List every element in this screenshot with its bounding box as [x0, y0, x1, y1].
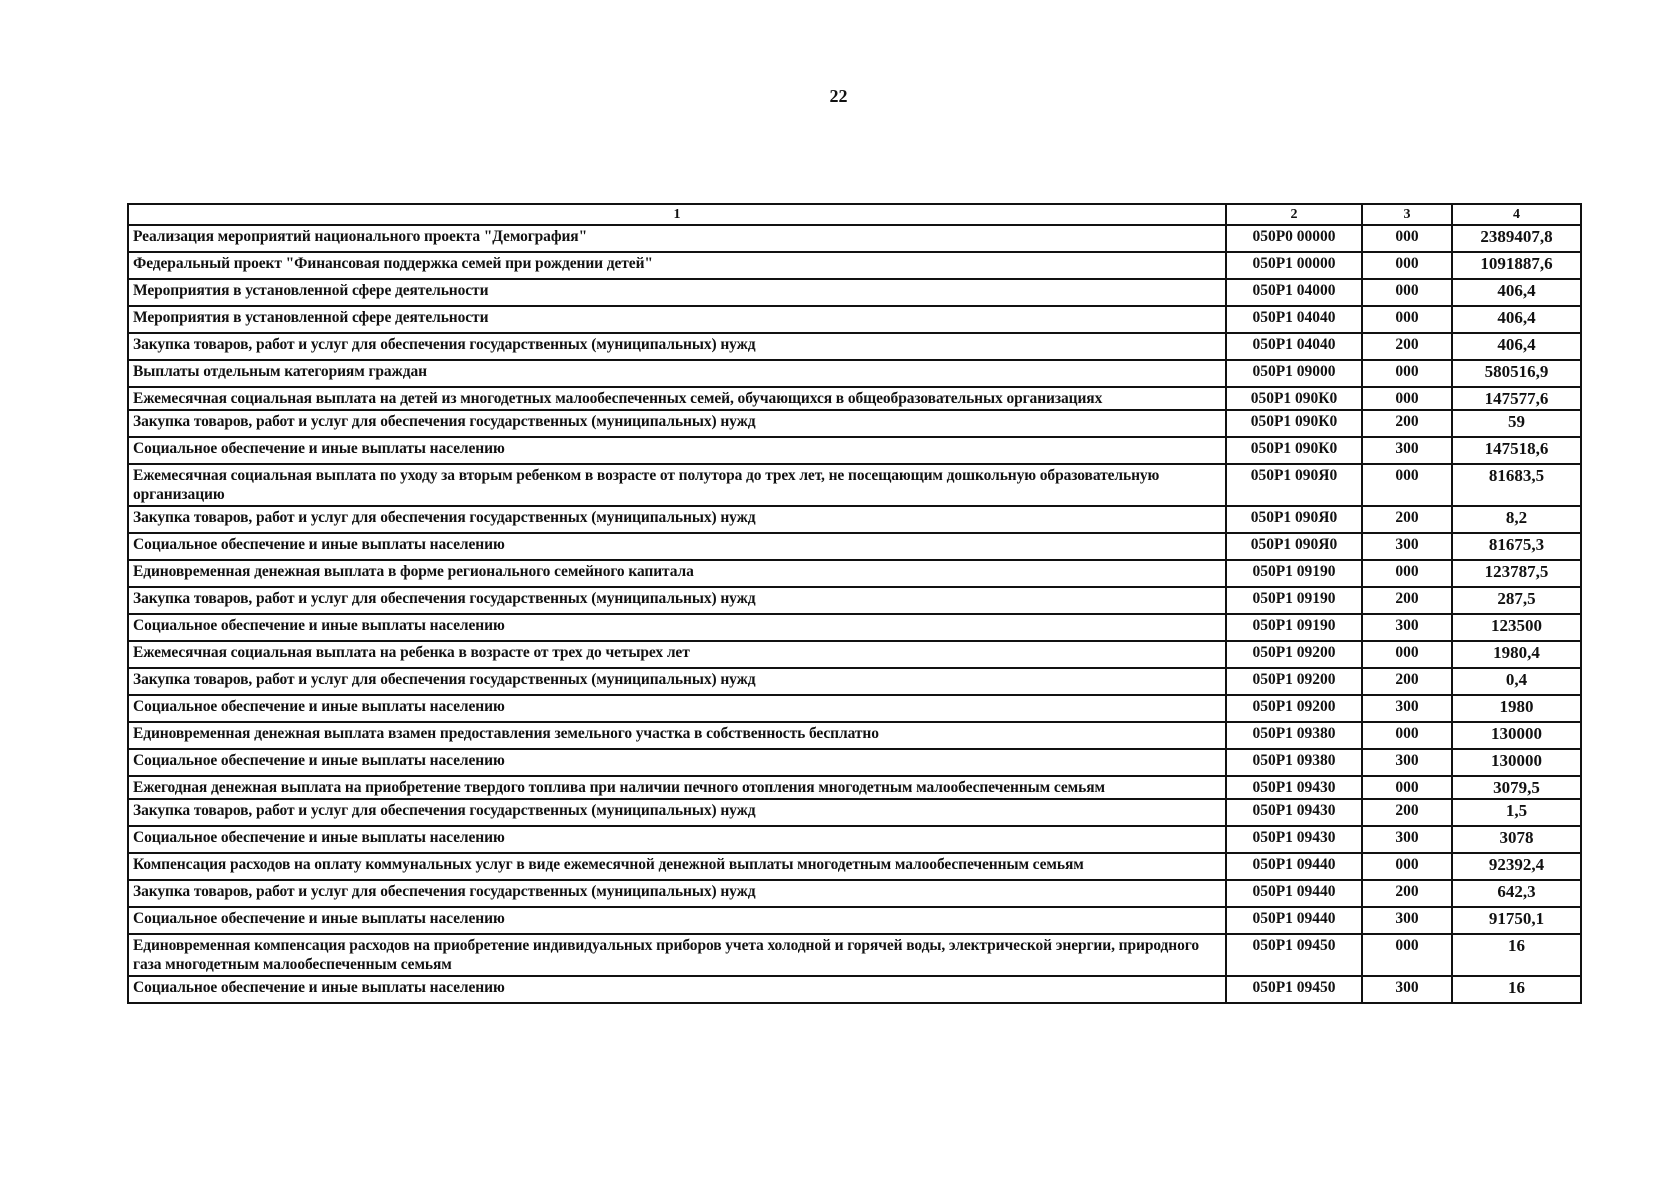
- table-row: [128, 880, 1581, 907]
- table-row: [128, 722, 1581, 749]
- table-row: [128, 506, 1581, 533]
- cell-expense-type: 000: [1362, 560, 1452, 587]
- cell-target-code: 050Р1 090Я0: [1226, 506, 1362, 533]
- cell-expense-type: 000: [1362, 934, 1452, 976]
- cell-name: Закупка товаров, работ и услуг для обеспечения государственных (муниципальных) нужд: [128, 587, 1226, 614]
- table-body: [128, 225, 1581, 1003]
- table-row: [128, 907, 1581, 934]
- cell-amount: 406,4: [1452, 306, 1581, 333]
- cell-name: Социальное обеспечение и иные выплаты населению: [128, 437, 1226, 464]
- cell-expense-type: 300: [1362, 533, 1452, 560]
- cell-name: Закупка товаров, работ и услуг для обеспечения государственных (муниципальных) нужд: [128, 668, 1226, 695]
- cell-name: Закупка товаров, работ и услуг для обеспечения государственных (муниципальных) нужд: [128, 333, 1226, 360]
- cell-target-code: 050Р1 09430: [1226, 799, 1362, 826]
- table-row: [128, 668, 1581, 695]
- cell-target-code: 050Р1 04000: [1226, 279, 1362, 306]
- cell-amount: 81683,5: [1452, 464, 1581, 506]
- column-header-amount: 4: [1452, 204, 1581, 225]
- cell-name: Закупка товаров, работ и услуг для обеспечения государственных (муниципальных) нужд: [128, 506, 1226, 533]
- cell-expense-type: 000: [1362, 225, 1452, 252]
- cell-name: Социальное обеспечение и иные выплаты населению: [128, 826, 1226, 853]
- cell-amount: 59: [1452, 410, 1581, 437]
- cell-target-code: 050Р1 09200: [1226, 668, 1362, 695]
- cell-amount: 1980,4: [1452, 641, 1581, 668]
- cell-name: Реализация мероприятий национального проекта "Демография": [128, 225, 1226, 252]
- table-row: [128, 464, 1581, 506]
- cell-name: Социальное обеспечение и иные выплаты населению: [128, 749, 1226, 776]
- table-row: [128, 749, 1581, 776]
- cell-target-code: 050Р1 09190: [1226, 587, 1362, 614]
- cell-amount: 287,5: [1452, 587, 1581, 614]
- cell-amount: 130000: [1452, 749, 1581, 776]
- cell-expense-type: 000: [1362, 641, 1452, 668]
- cell-name: Ежегодная денежная выплата на приобретение твердого топлива при наличии печного отопления многодетным малообеспеченным семьям: [128, 776, 1226, 799]
- table-row: [128, 279, 1581, 306]
- cell-amount: 3078: [1452, 826, 1581, 853]
- cell-target-code: 050Р1 09440: [1226, 907, 1362, 934]
- cell-target-code: 050Р1 09190: [1226, 560, 1362, 587]
- cell-expense-type: 000: [1362, 464, 1452, 506]
- cell-amount: 147518,6: [1452, 437, 1581, 464]
- table-header-row: [128, 204, 1581, 225]
- cell-expense-type: 300: [1362, 976, 1452, 1003]
- cell-amount: 642,3: [1452, 880, 1581, 907]
- cell-target-code: 050Р1 09190: [1226, 614, 1362, 641]
- column-header-code: 2: [1226, 204, 1362, 225]
- cell-target-code: 050Р1 09380: [1226, 722, 1362, 749]
- cell-target-code: 050Р1 09440: [1226, 853, 1362, 880]
- cell-name: Социальное обеспечение и иные выплаты населению: [128, 695, 1226, 722]
- cell-target-code: 050Р0 00000: [1226, 225, 1362, 252]
- cell-target-code: 050Р1 00000: [1226, 252, 1362, 279]
- cell-target-code: 050Р1 09430: [1226, 826, 1362, 853]
- cell-name: Единовременная денежная выплата взамен предоставления земельного участка в собственность бесплатно: [128, 722, 1226, 749]
- table-row: [128, 387, 1581, 410]
- cell-amount: 91750,1: [1452, 907, 1581, 934]
- cell-name: Социальное обеспечение и иные выплаты населению: [128, 533, 1226, 560]
- cell-amount: 92392,4: [1452, 853, 1581, 880]
- cell-name: Федеральный проект "Финансовая поддержка семей при рождении детей": [128, 252, 1226, 279]
- cell-amount: 406,4: [1452, 279, 1581, 306]
- cell-name: Ежемесячная социальная выплата на детей из многодетных малообеспеченных семей, обучающихся в общеобразовательных организациях: [128, 387, 1226, 410]
- cell-amount: 580516,9: [1452, 360, 1581, 387]
- cell-target-code: 050Р1 09450: [1226, 976, 1362, 1003]
- cell-amount: 3079,5: [1452, 776, 1581, 799]
- table-row: [128, 976, 1581, 1003]
- cell-amount: 16: [1452, 976, 1581, 1003]
- cell-expense-type: 200: [1362, 587, 1452, 614]
- cell-amount: 406,4: [1452, 333, 1581, 360]
- cell-expense-type: 300: [1362, 437, 1452, 464]
- cell-name: Закупка товаров, работ и услуг для обеспечения государственных (муниципальных) нужд: [128, 880, 1226, 907]
- table-row: [128, 437, 1581, 464]
- cell-target-code: 050Р1 09450: [1226, 934, 1362, 976]
- cell-expense-type: 300: [1362, 826, 1452, 853]
- cell-amount: 130000: [1452, 722, 1581, 749]
- table-row: [128, 560, 1581, 587]
- table-row: [128, 776, 1581, 799]
- cell-target-code: 050Р1 090К0: [1226, 410, 1362, 437]
- table-row: [128, 695, 1581, 722]
- cell-amount: 81675,3: [1452, 533, 1581, 560]
- cell-name: Единовременная денежная выплата в форме регионального семейного капитала: [128, 560, 1226, 587]
- table-row: [128, 306, 1581, 333]
- cell-target-code: 050Р1 09000: [1226, 360, 1362, 387]
- table-row: [128, 641, 1581, 668]
- cell-name: Компенсация расходов на оплату коммунальных услуг в виде ежемесячной денежной выплаты многодетным малообеспеченным семьям: [128, 853, 1226, 880]
- cell-expense-type: 300: [1362, 749, 1452, 776]
- cell-target-code: 050Р1 09440: [1226, 880, 1362, 907]
- table-row: [128, 587, 1581, 614]
- table-row: [128, 333, 1581, 360]
- cell-expense-type: 200: [1362, 410, 1452, 437]
- cell-target-code: 050Р1 09430: [1226, 776, 1362, 799]
- cell-expense-type: 000: [1362, 279, 1452, 306]
- cell-expense-type: 300: [1362, 695, 1452, 722]
- table-row: [128, 934, 1581, 976]
- cell-name: Выплаты отдельным категориям граждан: [128, 360, 1226, 387]
- table-row: [128, 225, 1581, 252]
- cell-expense-type: 000: [1362, 306, 1452, 333]
- cell-target-code: 050Р1 090К0: [1226, 437, 1362, 464]
- cell-name: Социальное обеспечение и иные выплаты населению: [128, 614, 1226, 641]
- cell-expense-type: 000: [1362, 853, 1452, 880]
- cell-expense-type: 000: [1362, 722, 1452, 749]
- cell-name: Ежемесячная социальная выплата по уходу за вторым ребенком в возрасте от полутора до трех лет, не посещающим дошкольную образовательную организацию: [128, 464, 1226, 506]
- cell-name: Мероприятия в установленной сфере деятельности: [128, 306, 1226, 333]
- cell-target-code: 050Р1 04040: [1226, 306, 1362, 333]
- cell-target-code: 050Р1 09200: [1226, 641, 1362, 668]
- cell-amount: 0,4: [1452, 668, 1581, 695]
- cell-amount: 1,5: [1452, 799, 1581, 826]
- cell-name: Закупка товаров, работ и услуг для обеспечения государственных (муниципальных) нужд: [128, 799, 1226, 826]
- table-row: [128, 410, 1581, 437]
- cell-amount: 16: [1452, 934, 1581, 976]
- cell-expense-type: 200: [1362, 799, 1452, 826]
- cell-amount: 123500: [1452, 614, 1581, 641]
- cell-target-code: 050Р1 09200: [1226, 695, 1362, 722]
- column-header-type: 3: [1362, 204, 1452, 225]
- cell-target-code: 050Р1 090К0: [1226, 387, 1362, 410]
- cell-amount: 8,2: [1452, 506, 1581, 533]
- cell-expense-type: 200: [1362, 333, 1452, 360]
- cell-expense-type: 200: [1362, 668, 1452, 695]
- cell-name: Мероприятия в установленной сфере деятельности: [128, 279, 1226, 306]
- table-row: [128, 826, 1581, 853]
- budget-table: [127, 203, 1582, 1004]
- table-row: [128, 614, 1581, 641]
- cell-expense-type: 300: [1362, 614, 1452, 641]
- cell-name: Закупка товаров, работ и услуг для обеспечения государственных (муниципальных) нужд: [128, 410, 1226, 437]
- cell-expense-type: 000: [1362, 776, 1452, 799]
- cell-expense-type: 000: [1362, 360, 1452, 387]
- table-row: [128, 252, 1581, 279]
- table-row: [128, 853, 1581, 880]
- cell-name: Социальное обеспечение и иные выплаты населению: [128, 976, 1226, 1003]
- cell-expense-type: 200: [1362, 506, 1452, 533]
- cell-amount: 1980: [1452, 695, 1581, 722]
- table-row: [128, 533, 1581, 560]
- cell-expense-type: 000: [1362, 252, 1452, 279]
- cell-target-code: 050Р1 090Я0: [1226, 533, 1362, 560]
- cell-target-code: 050Р1 09380: [1226, 749, 1362, 776]
- column-header-name: 1: [128, 204, 1226, 225]
- cell-amount: 123787,5: [1452, 560, 1581, 587]
- cell-name: Ежемесячная социальная выплата на ребенка в возрасте от трех до четырех лет: [128, 641, 1226, 668]
- table-row: [128, 799, 1581, 826]
- cell-expense-type: 300: [1362, 907, 1452, 934]
- cell-amount: 147577,6: [1452, 387, 1581, 410]
- cell-amount: 2389407,8: [1452, 225, 1581, 252]
- cell-name: Единовременная компенсация расходов на приобретение индивидуальных приборов учета холодной и горячей воды, электрической энергии, природного газа многодетным малообеспеченным семьям: [128, 934, 1226, 976]
- cell-target-code: 050Р1 090Я0: [1226, 464, 1362, 506]
- cell-expense-type: 000: [1362, 387, 1452, 410]
- cell-target-code: 050Р1 04040: [1226, 333, 1362, 360]
- table-row: [128, 360, 1581, 387]
- cell-name: Социальное обеспечение и иные выплаты населению: [128, 907, 1226, 934]
- page-number: 22: [829, 86, 848, 106]
- cell-amount: 1091887,6: [1452, 252, 1581, 279]
- cell-expense-type: 200: [1362, 880, 1452, 907]
